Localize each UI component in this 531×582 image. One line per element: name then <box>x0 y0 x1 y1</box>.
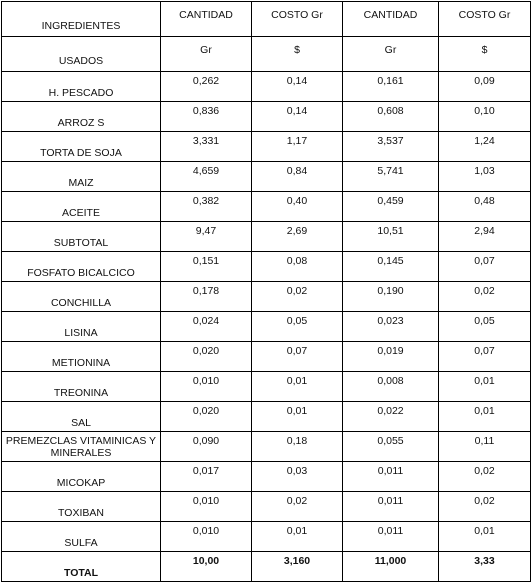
cantidad-1-cell <box>161 312 252 342</box>
cell-value: 0,02 <box>286 284 308 297</box>
costo-1-cell <box>252 282 343 312</box>
cell-value: 0,055 <box>377 434 404 447</box>
costo-2-cell <box>439 552 531 582</box>
cantidad-2-cell <box>343 522 439 552</box>
cell-value: 0,023 <box>377 314 404 327</box>
ingredient-name: MICOKAP <box>2 462 161 492</box>
costo-1-cell <box>252 102 343 132</box>
cell-value: 0,18 <box>286 434 308 447</box>
cell-value: 0,07 <box>474 254 495 267</box>
cantidad-2-cell <box>343 312 439 342</box>
cantidad-2-cell <box>343 402 439 432</box>
cell-value: 0,090 <box>192 434 220 447</box>
cell-value: 0,01 <box>286 374 308 387</box>
header-cantidad-2: CANTIDAD <box>343 2 439 37</box>
cell-value: 10,00 <box>192 554 220 567</box>
cantidad-2-cell <box>343 492 439 522</box>
cell-value: 10,51 <box>377 224 404 237</box>
cell-value: 0,02 <box>286 494 308 507</box>
cell-value: 0,01 <box>474 524 495 537</box>
cell-value: 0,008 <box>377 374 404 387</box>
ingredient-name: FOSFATO BICALCICO <box>2 252 161 282</box>
table-row <box>2 522 531 552</box>
table-row <box>2 192 531 222</box>
ingredient-name: TOXIBAN <box>2 492 161 522</box>
costo-2-cell <box>439 342 531 372</box>
costo-2-cell <box>439 282 531 312</box>
ingredient-name: SAL <box>2 402 161 432</box>
header-ingredientes: INGREDIENTES <box>2 2 161 37</box>
cell-value: 0,07 <box>474 344 495 357</box>
ingredient-name: LISINA <box>2 312 161 342</box>
costo-2-cell <box>439 522 531 552</box>
costo-2-cell <box>439 192 531 222</box>
costo-2-cell <box>439 312 531 342</box>
cell-value: 0,011 <box>377 464 404 477</box>
cell-value: 0,07 <box>286 344 308 357</box>
ingredient-name: SULFA <box>2 522 161 552</box>
cell-value: 0,01 <box>474 374 495 387</box>
cell-value: 0,178 <box>192 284 220 297</box>
costo-2-cell <box>439 492 531 522</box>
cell-value: 0,02 <box>474 464 495 477</box>
total-row <box>2 552 531 582</box>
cantidad-2-cell <box>343 162 439 192</box>
ingredient-name: H. PESCADO <box>2 72 161 102</box>
cantidad-1-cell <box>161 252 252 282</box>
cantidad-1-cell <box>161 192 252 222</box>
cell-value: 0,01 <box>286 404 308 417</box>
cantidad-2-cell <box>343 432 439 462</box>
cell-value: 1,03 <box>474 164 495 177</box>
cell-value: 0,011 <box>377 494 404 507</box>
table-row <box>2 162 531 192</box>
ingredient-name: SUBTOTAL <box>2 222 161 252</box>
cell-value: 9,47 <box>195 224 217 237</box>
cell-value: 0,02 <box>474 494 495 507</box>
cell-value: 0,84 <box>286 164 308 177</box>
cell-value: 0,010 <box>192 494 220 507</box>
costo-1-cell <box>252 72 343 102</box>
costo-1-cell <box>252 432 343 462</box>
costo-1-cell <box>252 342 343 372</box>
cantidad-1-cell <box>161 462 252 492</box>
cell-value: 3,160 <box>283 554 311 567</box>
cell-value: 0,05 <box>474 314 495 327</box>
cantidad-2-cell <box>343 102 439 132</box>
costo-2-cell <box>439 72 531 102</box>
table-row <box>2 282 531 312</box>
cell-value: 0,11 <box>474 434 495 447</box>
table-row <box>2 102 531 132</box>
header-cantidad-1: CANTIDAD <box>161 2 252 37</box>
costo-1-cell <box>252 402 343 432</box>
cell-value: 0,010 <box>192 374 220 387</box>
cell-value: 0,836 <box>192 104 220 117</box>
cantidad-1-cell <box>161 402 252 432</box>
cell-value: 2,94 <box>474 224 495 237</box>
cantidad-2-cell <box>343 222 439 252</box>
cell-value: 0,190 <box>377 284 404 297</box>
cell-value: 0,40 <box>286 194 308 207</box>
cell-value: 0,020 <box>192 344 220 357</box>
ingredient-name: TOTAL <box>2 552 161 582</box>
header-unit-dollar-2: $ <box>439 37 531 72</box>
costo-2-cell <box>439 372 531 402</box>
header-costo-1: COSTO Gr <box>252 2 343 37</box>
cell-value: 2,69 <box>286 224 308 237</box>
costo-1-cell <box>252 192 343 222</box>
costo-2-cell <box>439 462 531 492</box>
cantidad-1-cell <box>161 492 252 522</box>
cantidad-1-cell <box>161 552 252 582</box>
costo-2-cell <box>439 222 531 252</box>
costo-2-cell <box>439 402 531 432</box>
header-usados: USADOS <box>2 37 161 72</box>
cell-value: 4,659 <box>192 164 220 177</box>
cell-value: 1,24 <box>474 134 495 147</box>
cell-value: 0,382 <box>192 194 220 207</box>
costo-1-cell <box>252 132 343 162</box>
cell-value: 1,17 <box>286 134 308 147</box>
table-row <box>2 132 531 162</box>
costo-1-cell <box>252 162 343 192</box>
costo-1-cell <box>252 372 343 402</box>
costo-1-cell <box>252 462 343 492</box>
ingredient-name: ACEITE <box>2 192 161 222</box>
cantidad-2-cell <box>343 342 439 372</box>
header-costo-2: COSTO Gr <box>439 2 531 37</box>
ingredient-name: TREONINA <box>2 372 161 402</box>
cantidad-1-cell <box>161 222 252 252</box>
cell-value: 0,459 <box>377 194 404 207</box>
cantidad-1-cell <box>161 132 252 162</box>
cell-value: 0,019 <box>377 344 404 357</box>
cell-value: 0,010 <box>192 524 220 537</box>
cell-value: 3,331 <box>192 134 220 147</box>
cell-value: 0,608 <box>377 104 404 117</box>
cell-value: 0,03 <box>286 464 308 477</box>
cell-value: 0,14 <box>286 104 308 117</box>
header-row-2 <box>2 37 531 72</box>
cell-value: 0,151 <box>192 254 220 267</box>
cell-value: 0,022 <box>377 404 404 417</box>
cell-value: 0,017 <box>192 464 220 477</box>
header-row-1 <box>2 2 531 37</box>
header-unit-dollar-1: $ <box>252 37 343 72</box>
table-row <box>2 372 531 402</box>
cantidad-2-cell <box>343 552 439 582</box>
header-unit-gr-2: Gr <box>343 37 439 72</box>
cell-value: 0,020 <box>192 404 220 417</box>
costo-2-cell <box>439 162 531 192</box>
costo-1-cell <box>252 492 343 522</box>
cantidad-2-cell <box>343 282 439 312</box>
cantidad-1-cell <box>161 522 252 552</box>
cell-value: 0,145 <box>377 254 404 267</box>
cantidad-1-cell <box>161 72 252 102</box>
cell-value: 0,024 <box>192 314 220 327</box>
cantidad-1-cell <box>161 432 252 462</box>
cell-value: 0,09 <box>474 74 495 87</box>
table-row <box>2 252 531 282</box>
cell-value: 0,161 <box>377 74 404 87</box>
table-row <box>2 72 531 102</box>
table-row <box>2 462 531 492</box>
costo-2-cell <box>439 102 531 132</box>
cantidad-2-cell <box>343 372 439 402</box>
cell-value: 11,000 <box>374 554 407 567</box>
costo-1-cell <box>252 312 343 342</box>
table-row <box>2 402 531 432</box>
ingredient-name: TORTA DE SOJA <box>2 132 161 162</box>
table-row <box>2 342 531 372</box>
cantidad-2-cell <box>343 72 439 102</box>
ingredient-name: ARROZ S <box>2 102 161 132</box>
cantidad-1-cell <box>161 372 252 402</box>
cantidad-2-cell <box>343 132 439 162</box>
table-row <box>2 312 531 342</box>
ingredient-name: MAIZ <box>2 162 161 192</box>
cell-value: 0,05 <box>286 314 308 327</box>
table-row <box>2 222 531 252</box>
cell-value: 3,537 <box>377 134 404 147</box>
cell-value: 0,10 <box>474 104 495 117</box>
header-unit-gr-1: Gr <box>161 37 252 72</box>
cantidad-1-cell <box>161 162 252 192</box>
ingredient-name: CONCHILLA <box>2 282 161 312</box>
cell-value: 0,01 <box>474 404 495 417</box>
ingredient-name: METIONINA <box>2 342 161 372</box>
costo-2-cell <box>439 432 531 462</box>
cantidad-1-cell <box>161 102 252 132</box>
costo-2-cell <box>439 132 531 162</box>
cantidad-1-cell <box>161 282 252 312</box>
cell-value: 0,14 <box>286 74 308 87</box>
table-row <box>2 492 531 522</box>
table-row <box>2 432 531 462</box>
cantidad-2-cell <box>343 252 439 282</box>
ingredients-cost-table <box>1 1 531 582</box>
cell-value: 0,262 <box>192 74 220 87</box>
cantidad-1-cell <box>161 342 252 372</box>
cantidad-2-cell <box>343 192 439 222</box>
costo-2-cell <box>439 252 531 282</box>
cell-value: 0,01 <box>286 524 308 537</box>
cell-value: 0,48 <box>474 194 495 207</box>
ingredient-name: PREMEZCLAS VITAMINICAS Y MINERALES <box>2 432 161 462</box>
cantidad-2-cell <box>343 462 439 492</box>
cell-value: 5,741 <box>377 164 404 177</box>
cell-value: 0,011 <box>377 524 404 537</box>
costo-1-cell <box>252 252 343 282</box>
costo-1-cell <box>252 222 343 252</box>
cell-value: 3,33 <box>474 554 495 567</box>
cell-value: 0,08 <box>286 254 308 267</box>
costo-1-cell <box>252 522 343 552</box>
costo-1-cell <box>252 552 343 582</box>
cell-value: 0,02 <box>474 284 495 297</box>
